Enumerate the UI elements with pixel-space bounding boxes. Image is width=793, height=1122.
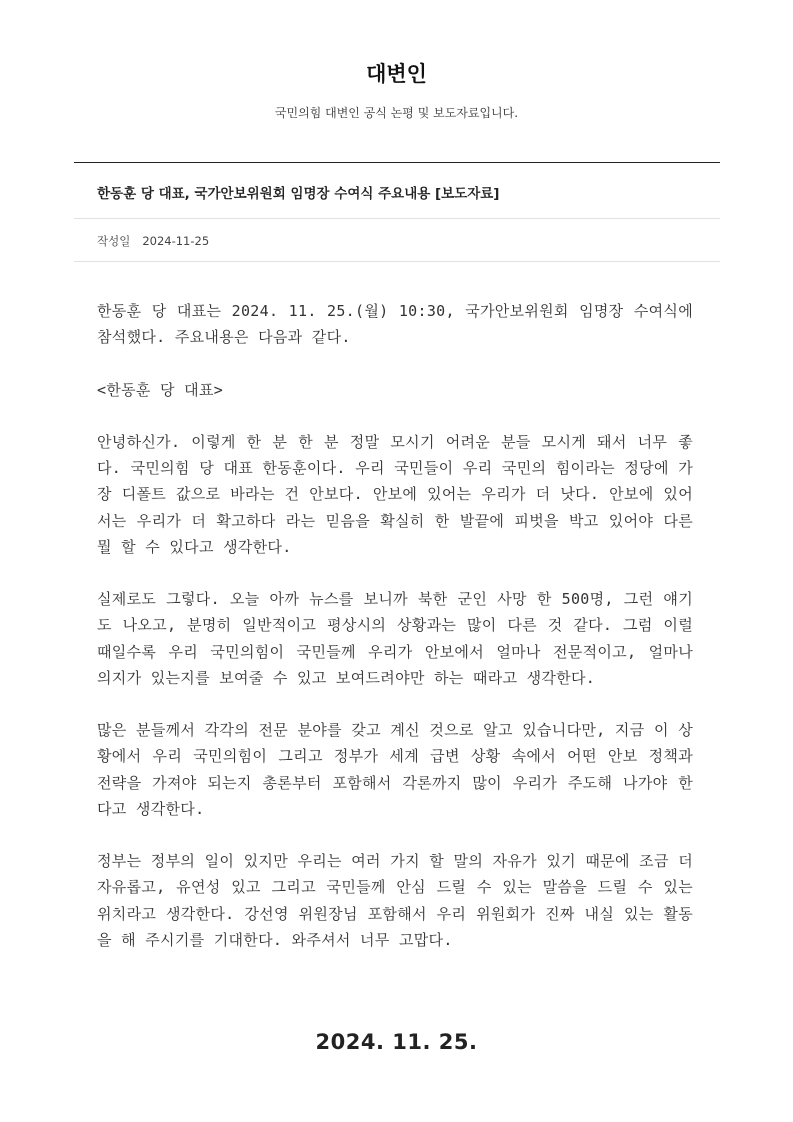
body-paragraph: 많은 분들께서 각각의 전문 분야를 갖고 계신 것으로 알고 있습니다만, 지금 이 상황에서 우리 국민의힘이 그리고 정부가 세계 급변 상황 속에서 어떤 안보 정책과 전략을 가져야 되는지 총론부터 포함해서 각론까지 많이 우리가 주도해 나가야 한다고 생각한다. [97,721,693,818]
speaker-label: <한동훈 당 대표> [97,380,224,399]
site-title: 대변인 [366,62,427,86]
meta-divider [74,261,720,262]
body-paragraph: 한동훈 당 대표는 2024. 11. 25.(월) 10:30, 국가안보위원회 임명장 수여식에 참석했다. 주요내용은 다음과 같다. [97,302,693,347]
post-title: 한동훈 당 대표, 국가안보위원회 임명장 수여식 주요내용 [보도자료] [97,186,500,202]
date-label: 작성일 [97,234,131,248]
body-paragraph: 실제로도 그렇다. 오늘 아까 뉴스를 보니까 북한 군인 사망 한 500명, 그런 얘기도 나오고, 분명히 일반적이고 평상시의 상황과는 많이 다른 것 같다. 그럼 이럴 때일수록 우리 국민의힘이 국민들께 우리가 안보에서 얼마나 전문적이고, 얼마나 의지가 있는지를 보여줄 수 있고 보여드려야만 하는 때라고 생각한다. [97,590,693,687]
site-description: 국민의힘 대변인 공식 논평 및 보도자료입니다. [274,106,519,120]
post-body [97,298,693,979]
body-paragraph: 정부는 정부의 일이 있지만 우리는 여러 가지 할 말의 자유가 있기 때문에 조금 더 자유롭고, 유연성 있고 그리고 국민들께 안심 드릴 수 있는 말씀을 드릴 수 있는 위치라고 생각한다. 강선영 위원장님 포함해서 우리 위원회가 진짜 내실 있는 활동을 해 주시기를 기대한다. 와주셔서 너무 고맙다. [97,852,693,949]
body-paragraph: 안녕하신가. 이렇게 한 분 한 분 정말 모시기 어려운 분들 모시게 돼서 너무 좋다. 국민의힘 당 대표 한동훈이다. 우리 국민들이 우리 국민의 힘이라는 정당에 가장 디폴트 값으로 바라는 건 안보다. 안보에 있어는 우리가 더 낫다. 안보에 있어서는 우리가 더 확고하다 라는 믿음을 확실히 한 발끝에 피벗을 박고 있어야 다른 뭘 할 수 있다고 생각한다. [97,432,693,556]
post-meta [97,233,209,249]
footer-date: 2024. 11. 25. [315,1030,478,1054]
title-divider [74,218,720,219]
post-date: 2024-11-25 [142,234,210,248]
header-divider [74,162,720,163]
